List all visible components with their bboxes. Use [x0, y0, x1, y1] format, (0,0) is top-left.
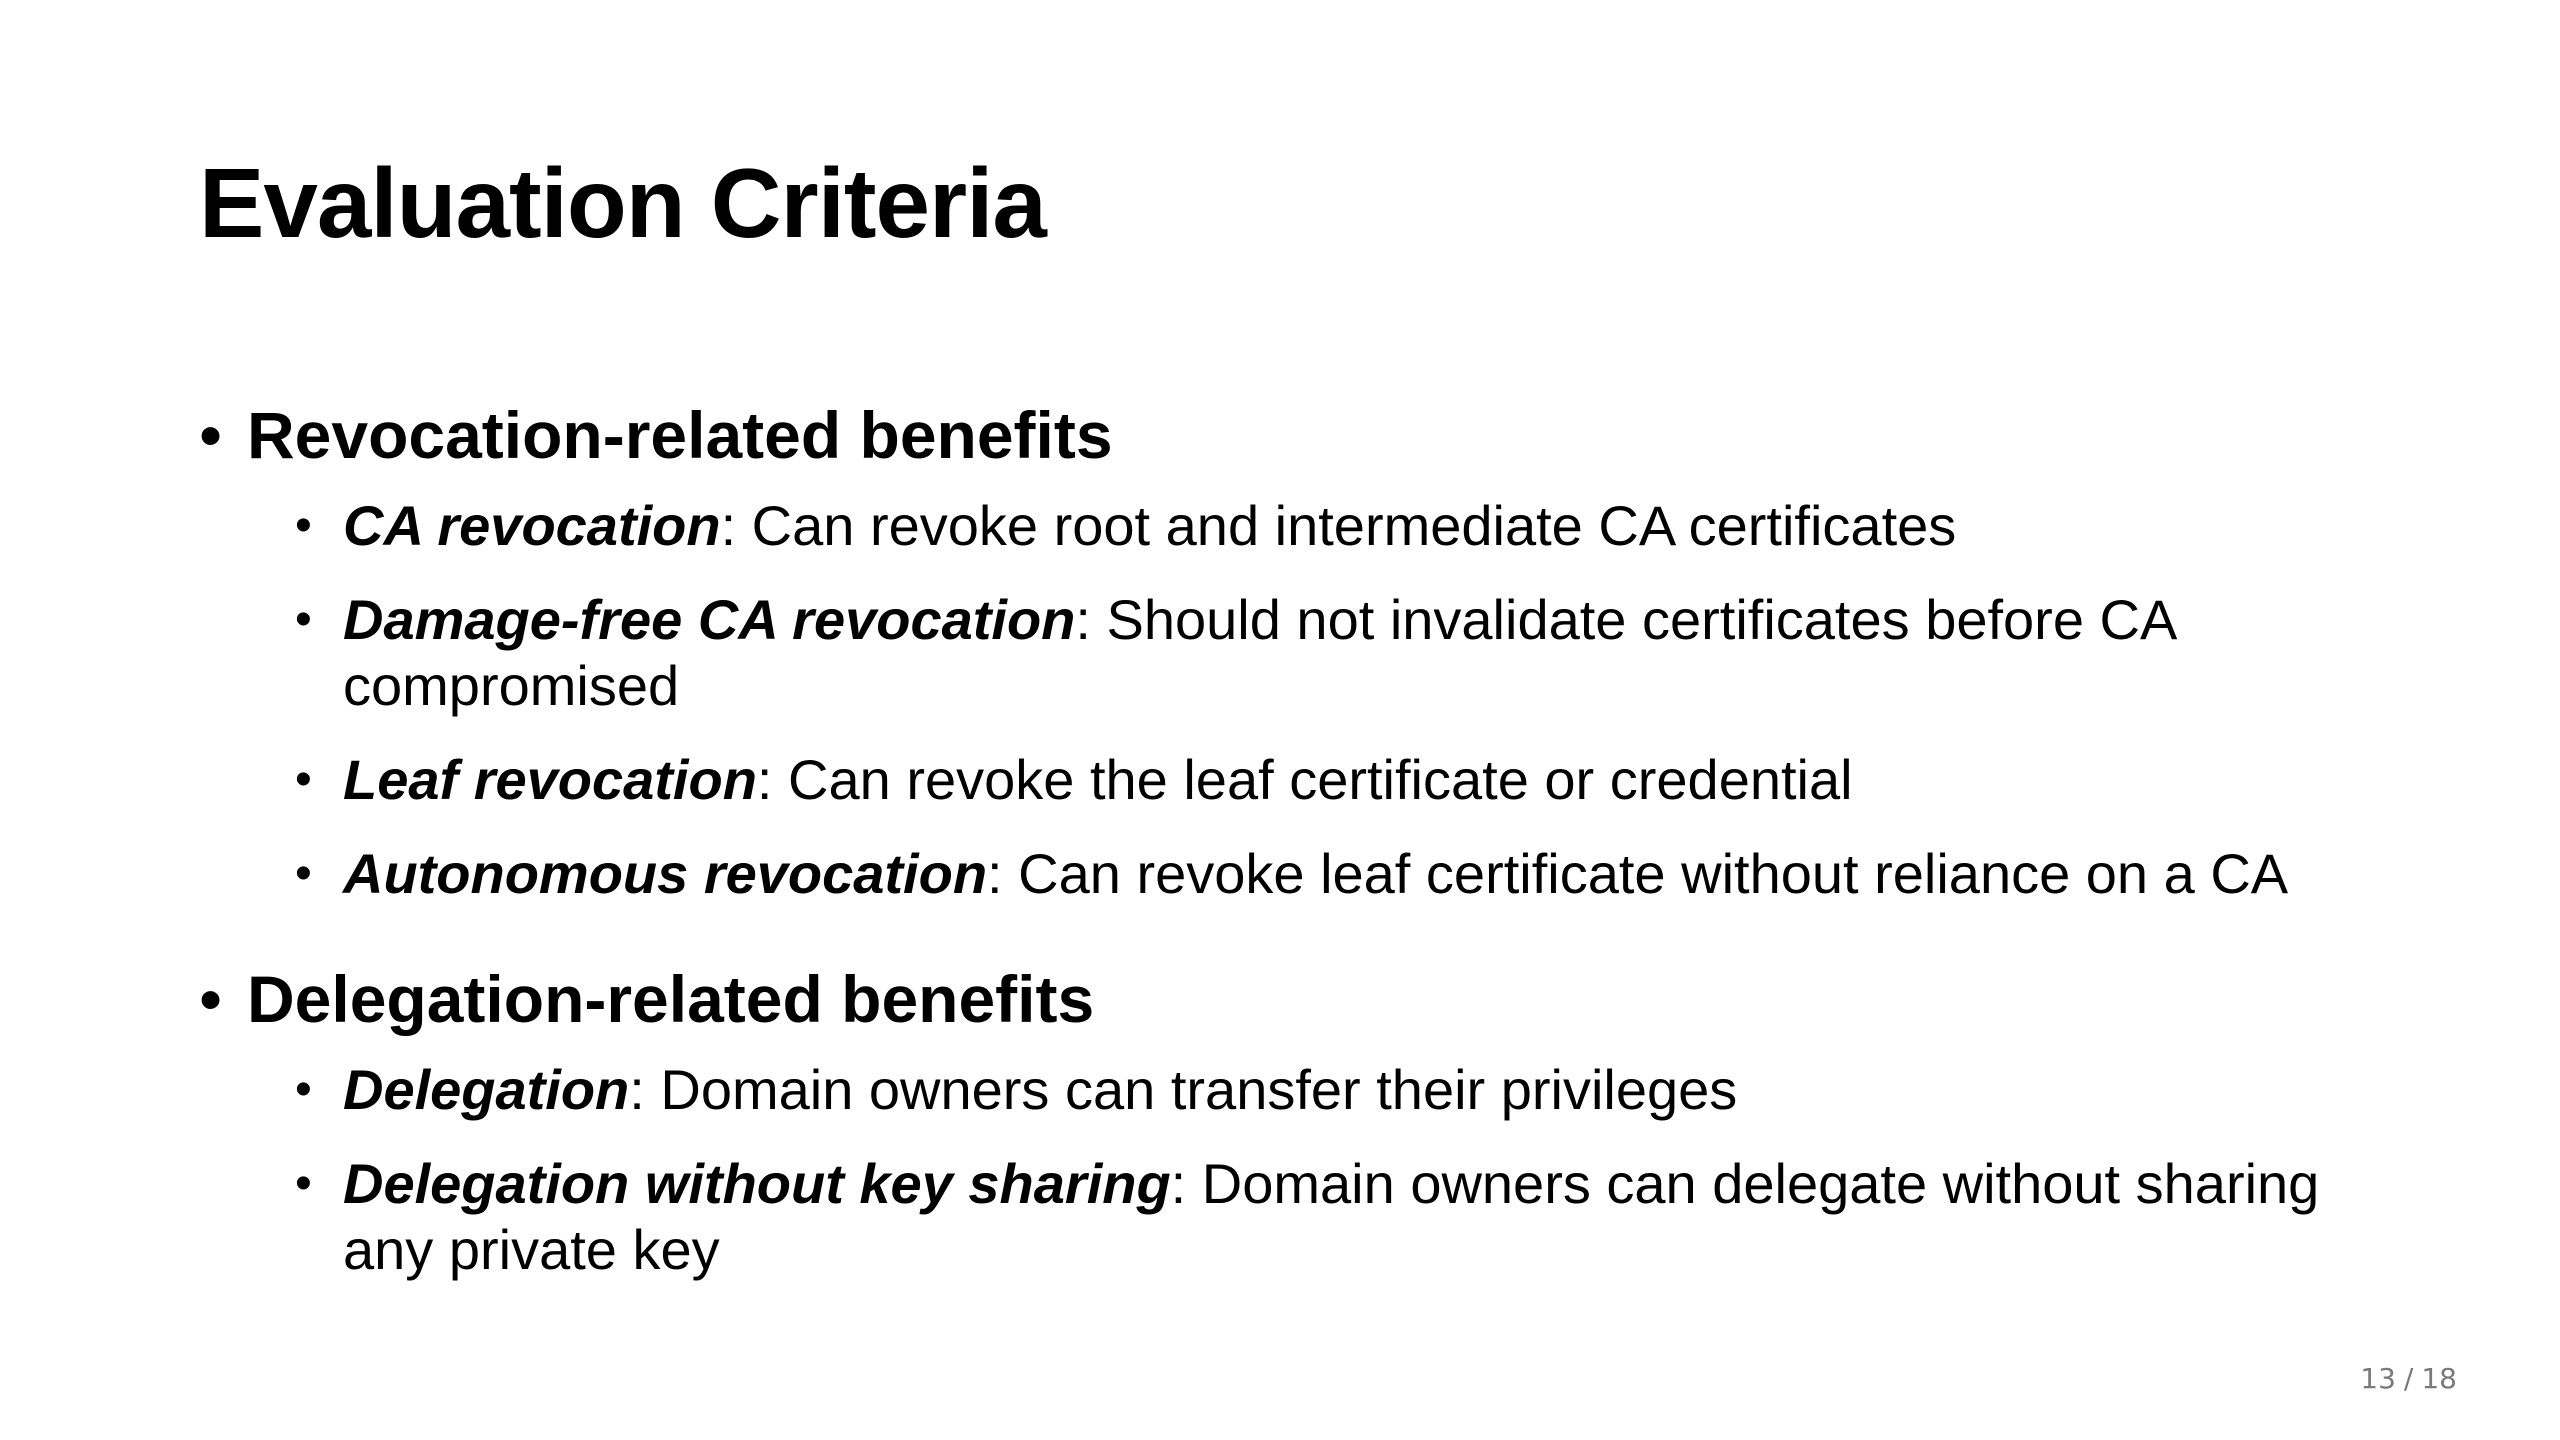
criterion-description: : Can revoke the leaf certificate or credential — [756, 748, 1853, 811]
criteria-list — [199, 493, 2399, 907]
criterion-description: : Domain owners can delegate without sharing any private key — [343, 1152, 2320, 1281]
criterion-term: Delegation without key sharing — [343, 1152, 1171, 1215]
bullet-icon: • — [199, 962, 223, 1036]
criterion-description: : Should not invalidate certificates before CA compromised — [343, 588, 2175, 717]
criterion-term: Leaf revocation — [343, 748, 757, 811]
slide-title: Evaluation Criteria — [199, 148, 1046, 258]
bullet-icon: • — [295, 499, 312, 552]
page-current: 13 — [2360, 1362, 2396, 1395]
list-item — [295, 841, 2399, 907]
criterion-description: : Can revoke leaf certificate without reliance on a CA — [987, 842, 2289, 905]
criterion-term: Autonomous revocation — [343, 842, 988, 905]
bullet-icon: • — [295, 1157, 312, 1210]
slide-content — [199, 395, 2399, 1311]
bullet-icon: • — [295, 847, 312, 900]
criterion-term: Damage-free CA revocation — [343, 588, 1076, 651]
section-revocation — [199, 395, 2399, 907]
section-heading-text: Revocation-related benefits — [247, 398, 1113, 472]
section-delegation — [199, 959, 2399, 1283]
section-heading-text: Delegation-related benefits — [247, 962, 1095, 1036]
section-heading — [199, 959, 2399, 1039]
list-item — [295, 1057, 2399, 1123]
list-item — [295, 1151, 2399, 1283]
bullet-icon: • — [199, 398, 223, 472]
page-number — [2360, 1362, 2457, 1395]
list-item — [295, 587, 2399, 719]
section-heading — [199, 395, 2399, 475]
bullet-icon: • — [295, 1063, 312, 1116]
criterion-term: Delegation — [343, 1058, 630, 1121]
list-item — [295, 747, 2399, 813]
bullet-icon: • — [295, 593, 312, 646]
bullet-icon: • — [295, 753, 312, 806]
criterion-term: CA revocation — [343, 494, 721, 557]
criterion-description: : Can revoke root and intermediate CA certificates — [720, 494, 1957, 557]
criteria-list — [199, 1057, 2399, 1283]
list-item — [295, 493, 2399, 559]
criterion-description: : Domain owners can transfer their privileges — [629, 1058, 1738, 1121]
page-separator: / — [2403, 1362, 2414, 1395]
page-total: 18 — [2421, 1362, 2457, 1395]
